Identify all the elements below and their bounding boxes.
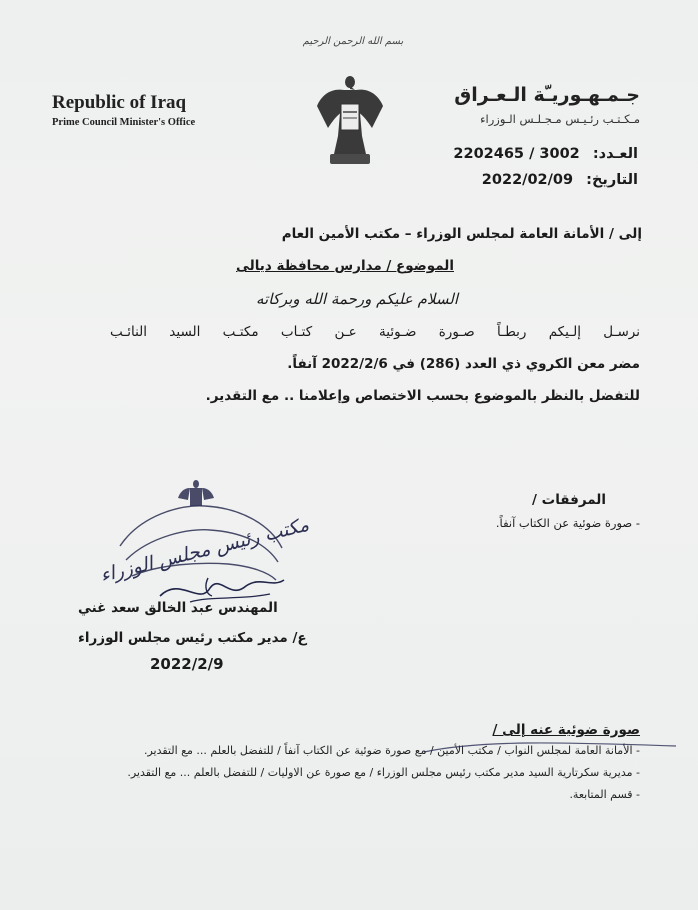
copy-item: - الأمانة العامة لمجلس النواب / مكتب الأمين / مع صورة ضوئية عن الكتاب آنفاً / للتفضل بالعلم ... مع التقدير. xyxy=(143,744,640,757)
body-line-1: نرسـل إلـيكم ربطـاً صـورة ضـوئية عـن كتـاب مكتـب السيد النائـب xyxy=(110,324,640,340)
number-value: 2202465 / 3002 xyxy=(453,146,580,162)
stamp-text: مكتب رئيس مجلس الوزراء xyxy=(98,513,312,587)
arabic-subtitle: مـكـتـب رئـيـس مـجـلـس الـوزراء xyxy=(480,112,640,126)
attachment-item: - صورة ضوئية عن الكتاب آنفاً. xyxy=(495,516,640,530)
signatory-name: المهندس عبد الخالق سعد غني xyxy=(78,600,278,616)
number-label: العـدد: xyxy=(592,146,638,162)
date-value: 2022/02/09 xyxy=(481,172,574,188)
reference-date xyxy=(482,172,638,188)
greeting: السلام عليكم ورحمة الله وبركاته xyxy=(256,290,458,308)
subject-line: الموضوع / مدارس محافظة ديالى xyxy=(236,258,454,274)
copies-title: صورة ضوئية عنه إلى / xyxy=(492,722,640,738)
english-title: Republic of Iraq xyxy=(52,92,187,113)
english-subtitle: Prime Council Minister's Office xyxy=(52,117,196,128)
signatory-position: ع/ مدير مكتب رئيس مجلس الوزراء xyxy=(78,630,307,646)
basmala: بسم الله الرحمن الرحيم xyxy=(302,36,404,47)
arabic-title: جـمـهـوريـّة الـعـراق xyxy=(454,84,640,106)
copy-item: - مديرية سكرتارية السيد مدير مكتب رئيس مجلس الوزراء / مع صورة عن الاوليات / للتفضل بالعلم ... مع التقدير. xyxy=(127,766,640,779)
attachments-title: المرفقات / xyxy=(532,492,606,508)
pen-mark xyxy=(420,738,680,758)
signature-date: 2022/2/9 xyxy=(150,655,224,673)
reference-number xyxy=(453,146,638,162)
handwritten-signature xyxy=(150,566,290,626)
body-line-3: للتفضل بالنظر بالموضوع بحسب الاختصاص وإعلامنا .. مع التقدير. xyxy=(205,388,640,404)
body-line-2: مضر معن الكروي ذي العدد (286) في 2022/2/6 آنفاً. xyxy=(287,356,640,372)
date-label: التاريخ: xyxy=(586,172,638,188)
copy-item: - قسم المتابعة. xyxy=(569,788,640,801)
eagle-emblem-icon xyxy=(314,72,386,168)
recipient-line: إلى / الأمانة العامة لمجلس الوزراء – مكتب الأمين العام xyxy=(281,226,642,242)
